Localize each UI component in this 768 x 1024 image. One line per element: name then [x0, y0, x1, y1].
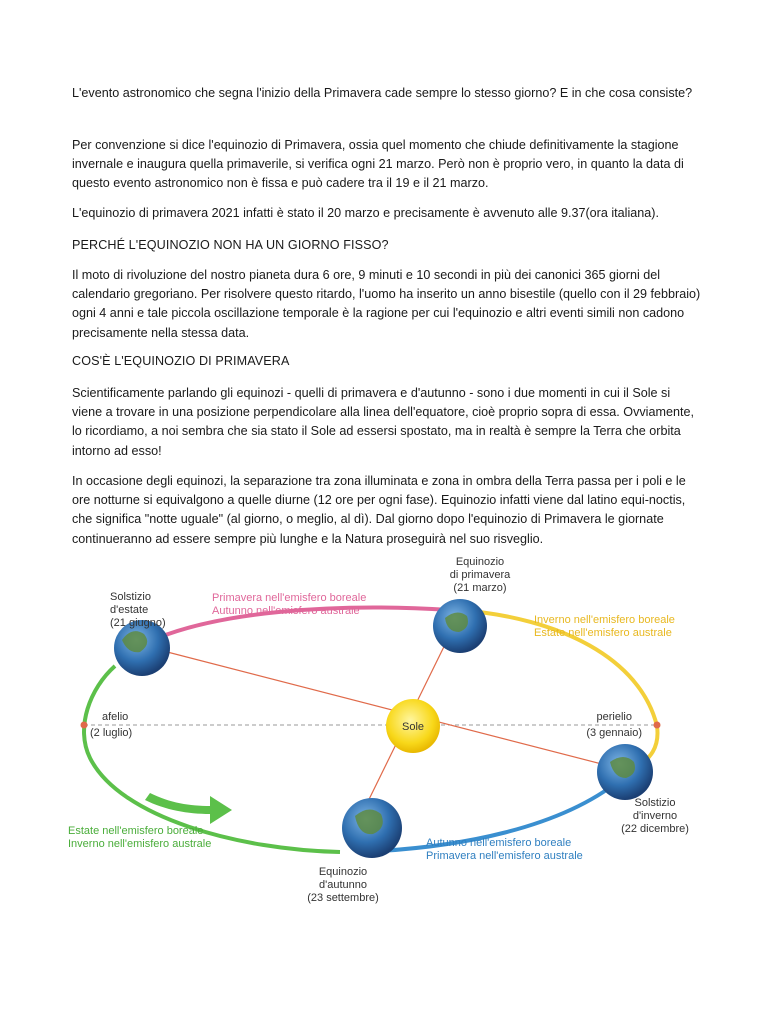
heading-2	[72, 352, 702, 371]
intro-question	[72, 84, 702, 103]
season-label-yellow	[534, 614, 675, 639]
paragraph-1	[72, 136, 702, 194]
winter-label-line2: d'inverno	[632, 810, 678, 822]
spring-label-line2: di primavera	[449, 569, 511, 581]
season-blue-line2: Primavera nell'emisfero australe	[426, 850, 583, 862]
summer-label-line3: (21 giugno)	[110, 617, 166, 629]
paragraph-5	[72, 472, 702, 549]
paragraph-2	[72, 204, 702, 223]
label-autumn-equinox	[307, 866, 379, 904]
label-winter-solstice	[621, 797, 689, 835]
orbit-direction-arrow	[145, 793, 232, 824]
orbit-diagram	[60, 548, 710, 918]
paragraph-5-text: In occasione degli equinozi, la separazione tra zona illuminata e zona in ombra della Terra passa per i poli e le ore notturne si equivalgono a quelle diurne (12 ore per ogni fase). Equinozio infatti viene dal latino equi-noctis, che significa "notte uguale" (al giorno, o meglio, al dì). Dal giorno dopo l'equinozio di Primavera le giornate continueranno ad essere sempre più lunghe e la Natura proseguirà nel suo risveglio.	[72, 474, 686, 546]
aphelion-label-line1: afelio	[102, 711, 129, 723]
perihelion-label-line1: perielio	[596, 711, 632, 723]
sun-label: Sole	[401, 721, 425, 733]
season-pink-line1: Primavera nell'emisfero boreale	[212, 592, 367, 604]
autumn-label-line1: Equinozio	[318, 866, 368, 878]
autumn-label-line3: (23 settembre)	[307, 892, 379, 904]
season-green-line1: Estate nell'emisfero boreale	[68, 825, 204, 837]
label-summer-solstice	[110, 591, 166, 629]
perihelion-label-line2: (3 gennaio)	[586, 727, 642, 739]
season-label-pink	[212, 592, 366, 617]
winter-label-line3: (22 dicembre)	[621, 823, 689, 835]
autumn-label-line2: d'autunno	[319, 879, 367, 891]
season-label-green	[68, 825, 211, 850]
season-label-blue	[426, 837, 583, 862]
heading-1-text: PERCHÉ L'EQUINOZIO NON HA UN GIORNO FISSO?	[72, 238, 389, 252]
perihelion-point	[654, 722, 661, 729]
paragraph-4	[72, 384, 702, 461]
paragraph-1-text: Per convenzione si dice l'equinozio di Primavera, ossia quel momento che chiude definitivamente la stagione invernale e inaugura quella primaverile, si verifica ogni 21 marzo. Però non è proprio vero, in quanto la data di questo evento astronomico non è fissa e può cadere tra il 19 e il 21 marzo.	[72, 138, 684, 191]
aphelion-label-line2: (2 luglio)	[90, 727, 133, 739]
summer-label-line2: d'estate	[110, 604, 149, 616]
paragraph-3-text: Il moto di rivoluzione del nostro pianeta dura 6 ore, 9 minuti e 10 secondi in più dei canonici 365 giorni del calendario gregoriano. Per risolvere questo ritardo, l'uomo ha inserito un anno bisestile (quello con il 29 febbraio) ogni 4 anni e tale piccola oscillazione temporale è la ragione per cui l'equinozio e altri eventi simili non cadono precisamente nella stessa data.	[72, 268, 701, 340]
label-aphelion	[90, 711, 132, 739]
heading-1	[72, 236, 702, 255]
question-text: L'evento astronomico che segna l'inizio della Primavera cade sempre lo stesso giorno? E in che cosa consiste?	[72, 86, 693, 100]
season-yellow-line2: Estate nell'emisfero australe	[534, 627, 672, 639]
axis-line-summer-winter	[144, 646, 625, 770]
heading-2-text: COS'È L'EQUINOZIO DI PRIMAVERA	[72, 354, 290, 368]
season-green-line2: Inverno nell'emisfero australe	[68, 838, 212, 850]
aphelion-point	[81, 722, 88, 729]
winter-label-line1: Solstizio	[634, 797, 676, 809]
spring-label-line1: Equinozio	[455, 556, 505, 568]
season-blue-line1: Autunno nell'emisfero boreale	[426, 837, 572, 849]
label-spring-equinox	[450, 556, 511, 594]
paragraph-4-text: Scientificamente parlando gli equinozi - quelli di primavera e d'autunno - sono i due momenti in cui il Sole si viene a trovare in una posizione perpendicolare alla linea dell'equatore, cioè proprio sopra di essa. Ovviamente, lo ricordiamo, a noi sembra che sia stato il Sole ad essersi spostato, ma in realtà è sempre la Terra che orbita intorno ad esso!	[72, 386, 694, 458]
spring-label-line3: (21 marzo)	[453, 582, 507, 594]
paragraph-2-text: L'equinozio di primavera 2021 infatti è stato il 20 marzo e precisamente è avvenuto alle 9.37(ora italiana).	[72, 206, 659, 220]
season-pink-line2: Autunno nell'emisfero australe	[212, 605, 360, 617]
paragraph-3	[72, 266, 702, 343]
summer-label-line1: Solstizio	[110, 591, 151, 603]
season-yellow-line1: Inverno nell'emisfero boreale	[534, 614, 675, 626]
